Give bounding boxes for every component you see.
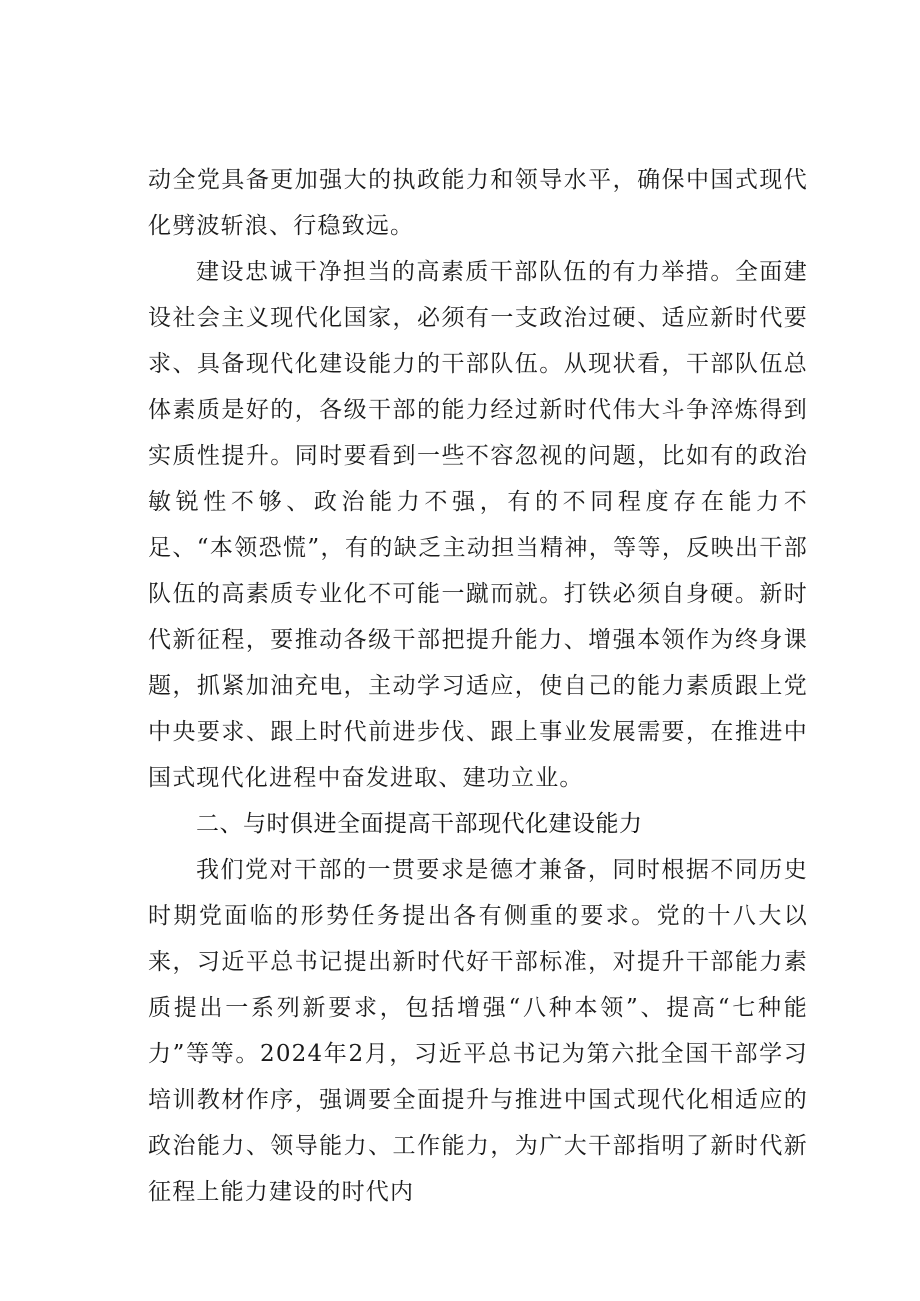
document-body	[148, 157, 808, 1215]
section-heading: 二、与时俱进全面提高干部现代化建设能力	[196, 811, 643, 837]
paragraph-continuation: 动全党具备更加强大的执政能力和领导水平，确保中国式现代化劈波斩浪、行稳致远。	[148, 167, 808, 239]
paragraph-requirements: 我们党对干部的一贯要求是德才兼备，同时根据不同历史时期党面临的形势任务提出各有侧重的要求。党的十八大以来，习近平总书记提出新时代好干部标准，对提升干部能力素质提出一系列新要求，包括增强“八种本领”、提高“七种能力”等等。2024年2月，习近平总书记为第六批全国干部学习培训教材作序，强调要全面提升与推进中国式现代化相适应的政治能力、领导能力、工作能力，为广大干部指明了新时代新征程上能力建设的时代内	[148, 857, 808, 1205]
paragraph-cadre-team: 建设忠诚干净担当的高素质干部队伍的有力举措。全面建设社会主义现代化国家，必须有一支政治过硬、适应新时代要求、具备现代化建设能力的干部队伍。从现状看，干部队伍总体素质是好的，各级干部的能力经过新时代伟大斗争淬炼得到实质性提升。同时要看到一些不容忽视的问题，比如有的政治敏锐性不够、政治能力不强，有的不同程度存在能力不足、“本领恐慌”，有的缺乏主动担当精神，等等，反映出干部队伍的高素质专业化不可能一蹴而就。打铁必须自身硬。新时代新征程，要推动各级干部把提升能力、增强本领作为终身课题，抓紧加油充电，主动学习适应，使自己的能力素质跟上党中央要求、跟上时代前进步伐、跟上事业发展需要，在推进中国式现代化进程中奋发进取、建功立业。	[148, 259, 808, 791]
